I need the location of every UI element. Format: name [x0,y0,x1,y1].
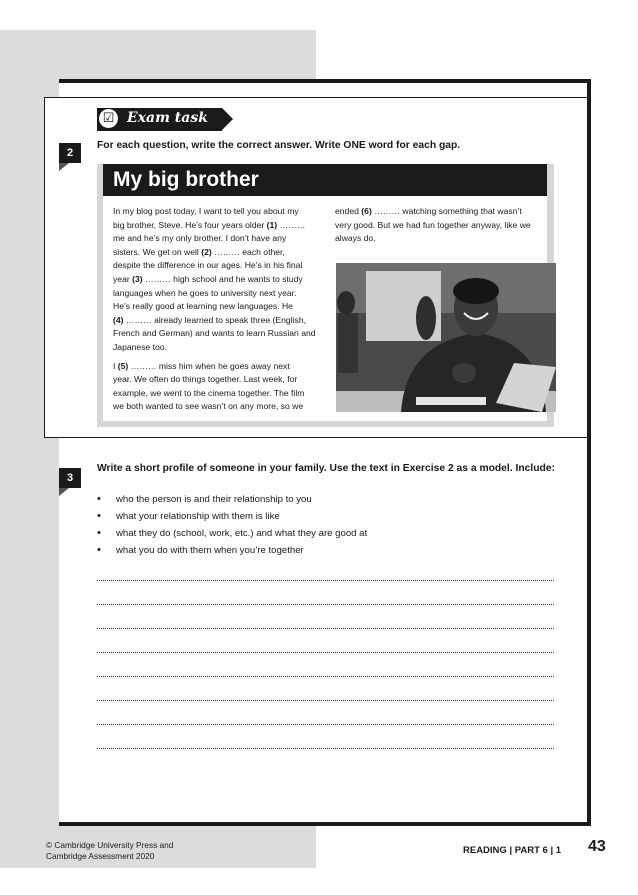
writing-line[interactable] [97,700,554,701]
gap-1: (1) [266,219,278,230]
writing-line[interactable] [97,676,554,677]
article-left-column [113,205,328,419]
gap-4: (4) [113,314,124,325]
article-title: My big brother [103,164,547,196]
list-item: • who the person is and their relationship to you [97,494,367,511]
exercise-3-bullet-list [97,494,367,562]
page-number: 43 [588,838,606,855]
writing-line[interactable] [97,628,554,629]
writing-line[interactable] [97,580,554,581]
gap-2: (2) [201,246,212,257]
article-paragraph-2: I (5) ……… miss him when he goes away next year. We often do things together. Last week, for example, we went to the cinema together. The film we both wanted to see wasn’t on any more, so we [113,360,305,412]
exercise-3-instruction: Write a short profile of someone in your family. Use the text in Exercise 2 as a model. Include: [97,463,555,474]
section-label: READING | PART 6 | 1 [463,845,562,856]
student-photo [336,263,556,412]
list-item: • what your relationship with them is like [97,511,367,528]
article-paragraph-1: In my blog post today, I want to tell you about my big brother, Steve. He’s four years older (1) ……… me and he’s my only brother. I don’t have any sisters. We get on well (2) ……… each other, despite the difference in our ages. He’s in his final year (3) ……… high school and he wants to study languages when he goes to university next year. He’s really good at learning new languages. He (4) ……… already learned to speak three (English, French and German) and wants to learn Russian and Japanese too. [113,206,316,352]
gap-3: (3) [132,273,143,284]
gap-6: (6) [361,206,372,216]
exam-task-label: Exam task [127,110,208,126]
article-right-column [335,205,550,251]
article-paragraph-3: ended (6) ……… watching something that wasn’t very good. But we had fun together anyway, like we always do. [335,206,531,244]
exam-task-banner [97,108,222,131]
gap-5: (5) [117,360,129,371]
exercise-2-number: 2 [59,143,81,163]
writing-line[interactable] [97,604,554,605]
exercise-2-instruction: For each question, write the correct answer. Write ONE word for each gap. [97,140,461,151]
writing-line[interactable] [97,724,554,725]
list-item: • what you do with them when you’re together [97,545,367,562]
writing-line[interactable] [97,652,554,653]
copyright-notice: © Cambridge University Press and Cambridge Assessment 2020 [46,840,174,861]
list-item: • what they do (school, work, etc.) and what they are good at [97,528,367,545]
checkbox-tick-icon: ☑ [99,109,118,128]
writing-line[interactable] [97,748,554,749]
exercise-3-number: 3 [59,468,81,488]
